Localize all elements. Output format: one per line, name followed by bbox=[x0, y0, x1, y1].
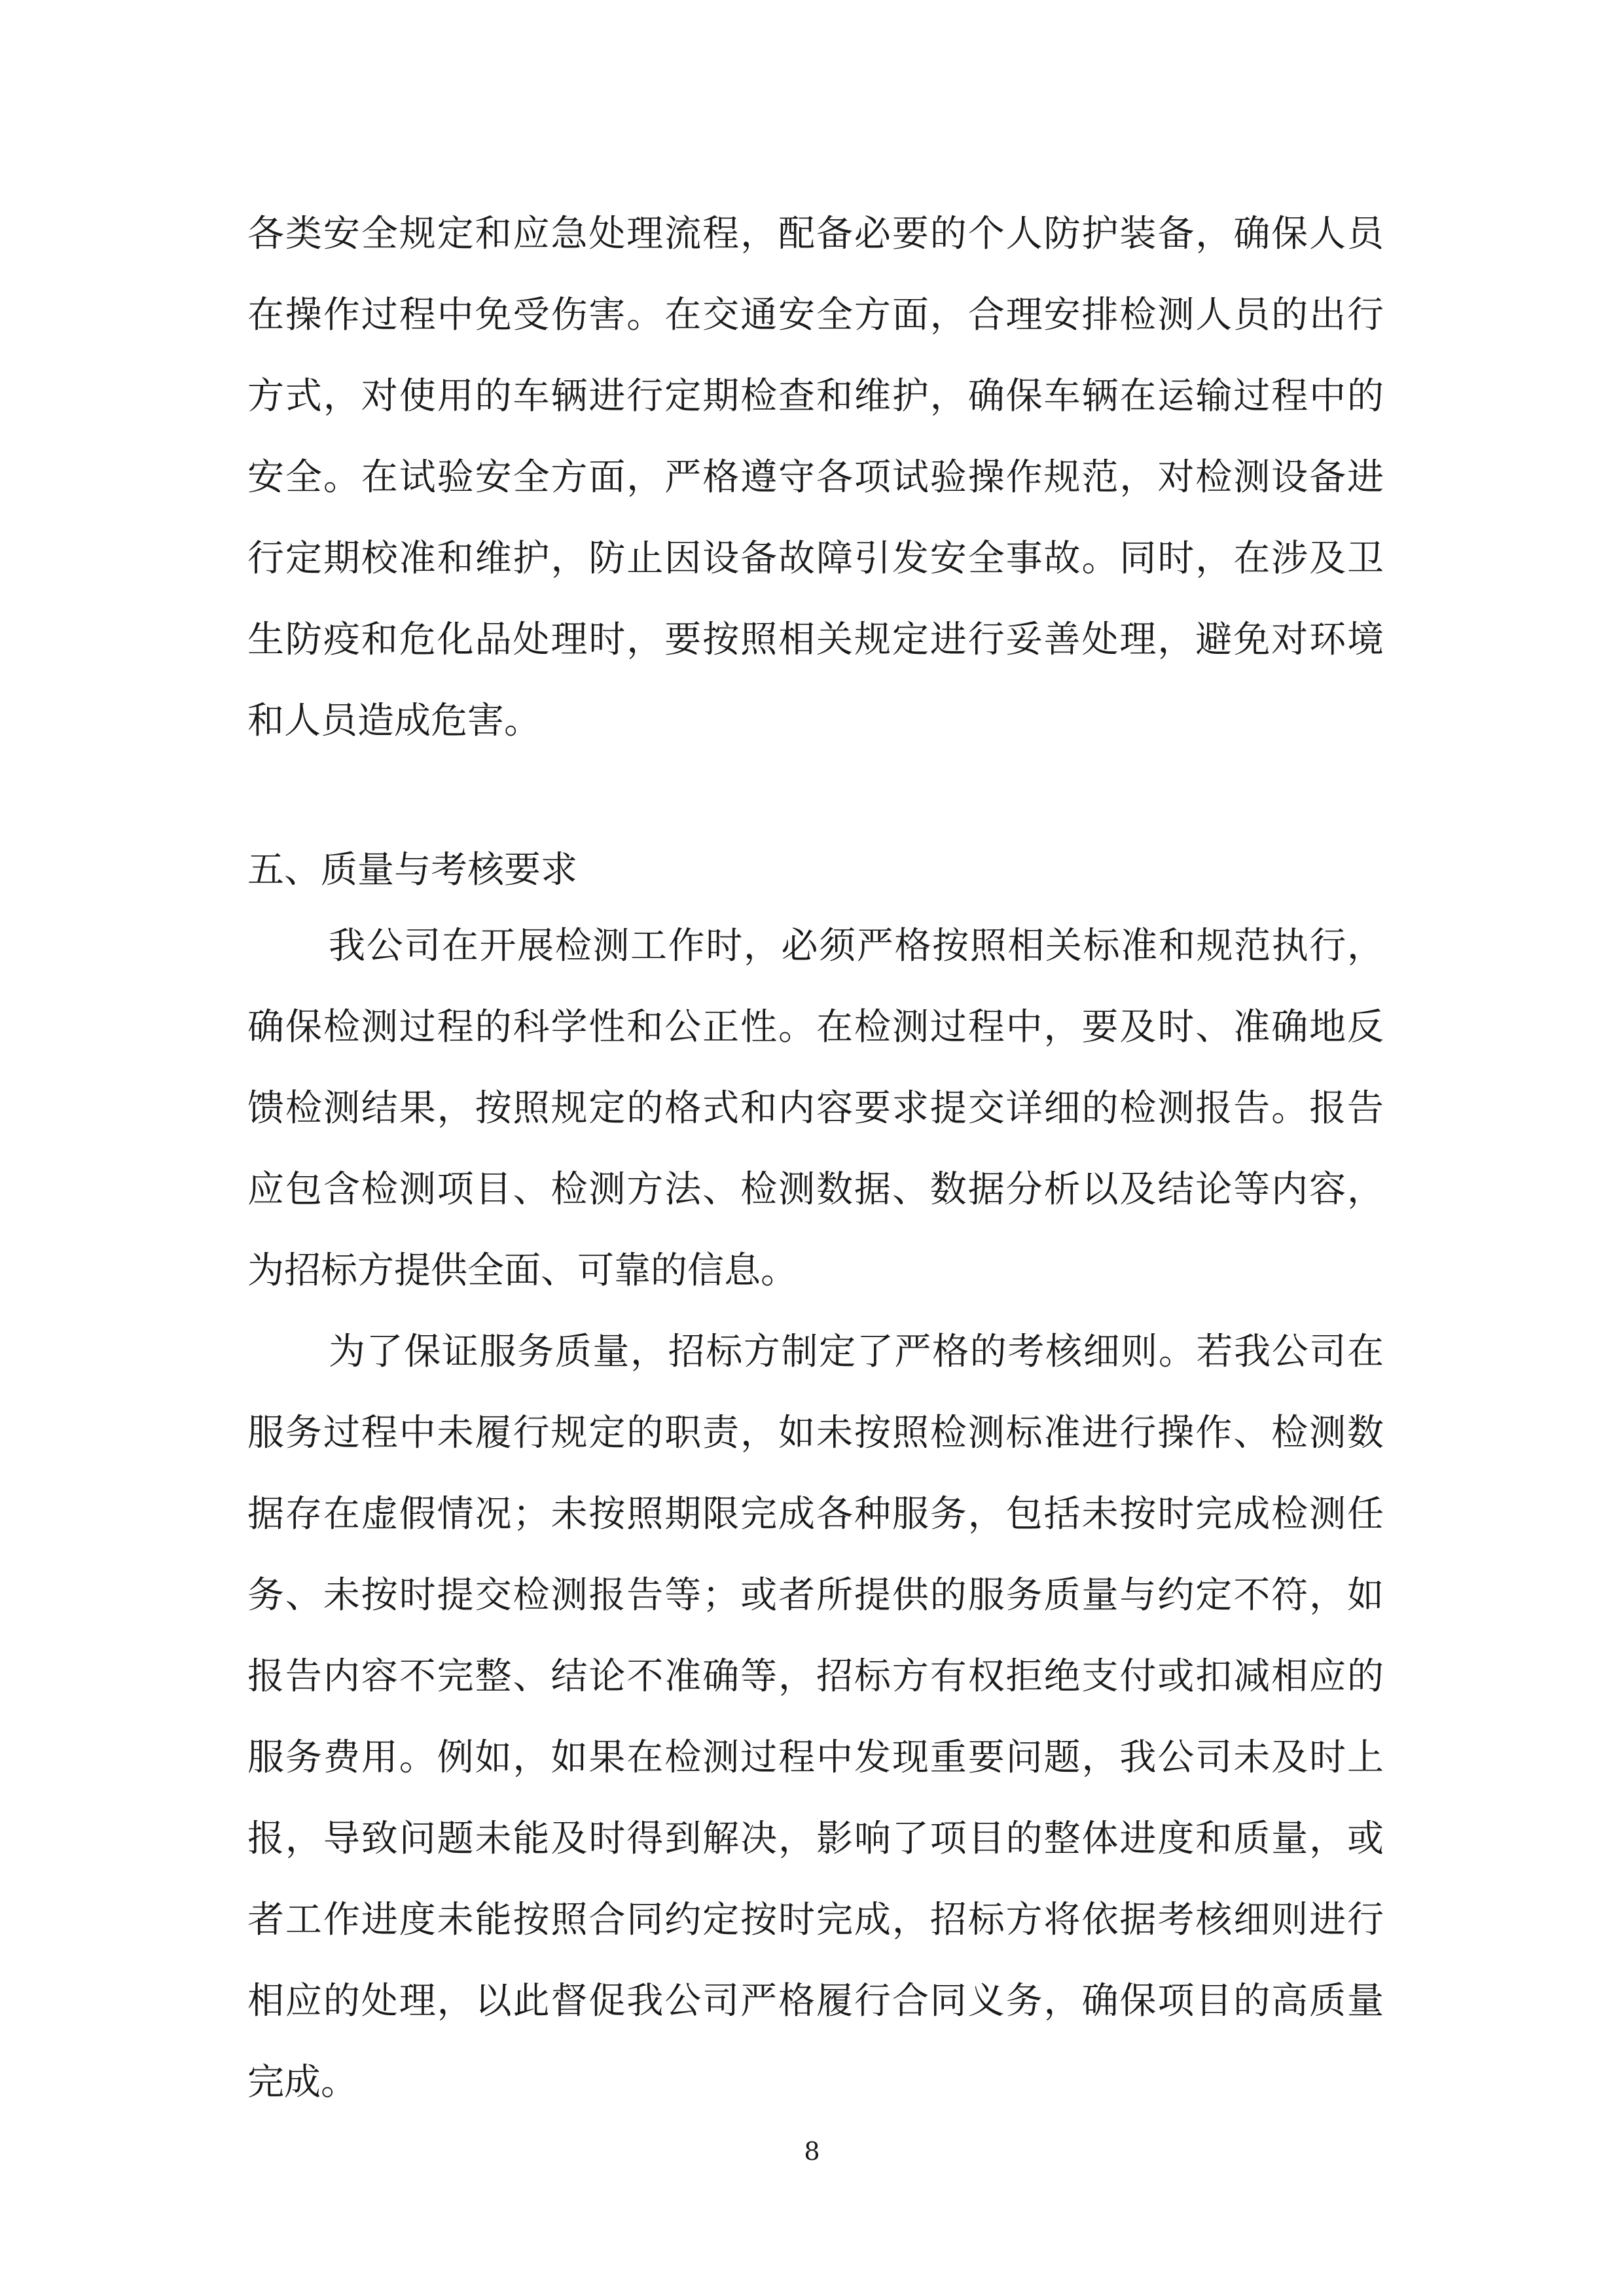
paragraph-line: 为招标方提供全面、可靠的信息。 bbox=[247, 1249, 797, 1292]
paragraph-line: 馈检测结果，按照规定的格式和内容要求提交详细的检测报告。报告 bbox=[247, 1087, 1384, 1130]
paragraph-line: 据存在虚假情况；未按照期限完成各种服务，包括未按时完成检测任 bbox=[247, 1493, 1384, 1535]
paragraph-line: 方式，对使用的车辆进行定期检查和维护，确保车辆在运输过程中的 bbox=[247, 375, 1384, 418]
paragraph-line: 完成。 bbox=[247, 2061, 357, 2104]
paragraph-line: 务、未按时提交检测报告等；或者所提供的服务质量与约定不符，如 bbox=[247, 1574, 1384, 1617]
paragraph-line: 服务过程中未履行规定的职责，如未按照检测标准进行操作、检测数 bbox=[247, 1412, 1384, 1454]
section-heading: 五、质量与考核要求 bbox=[247, 849, 577, 891]
paragraph-line: 在操作过程中免受伤害。在交通安全方面，合理安排检测人员的出行 bbox=[247, 294, 1384, 336]
paragraph-line: 和人员造成危害。 bbox=[247, 700, 541, 742]
paragraph-line: 各类安全规定和应急处理流程，配备必要的个人防护装备，确保人员 bbox=[247, 213, 1384, 255]
paragraph-line: 安全。在试验安全方面，严格遵守各项试验操作规范，对检测设备进 bbox=[247, 456, 1384, 499]
paragraph-line: 者工作进度未能按照合同约定按时完成，招标方将依据考核细则进行 bbox=[247, 1899, 1384, 1941]
paragraph-line: 报，导致问题未能及时得到解决，影响了项目的整体进度和质量，或 bbox=[247, 1818, 1384, 1860]
paragraph-line: 服务费用。例如，如果在检测过程中发现重要问题，我公司未及时上 bbox=[247, 1736, 1384, 1779]
paragraph-line: 相应的处理，以此督促我公司严格履行合同义务，确保项目的高质量 bbox=[247, 1980, 1384, 2022]
paragraph-line: 报告内容不完整、结论不准确等，招标方有权拒绝支付或扣减相应的 bbox=[247, 1655, 1384, 1698]
paragraph-line: 应包含检测项目、检测方法、检测数据、数据分析以及结论等内容， bbox=[247, 1168, 1384, 1211]
paragraph-line: 确保检测过程的科学性和公正性。在检测过程中，要及时、准确地反 bbox=[247, 1006, 1384, 1049]
paragraph-line: 为了保证服务质量，招标方制定了严格的考核细则。若我公司在 bbox=[329, 1331, 1384, 1373]
paragraph-line: 行定期校准和维护，防止因设备故障引发安全事故。同时，在涉及卫 bbox=[247, 537, 1384, 580]
paragraph-line: 生防疫和危化品处理时，要按照相关规定进行妥善处理，避免对环境 bbox=[247, 619, 1384, 661]
paragraph-line: 我公司在开展检测工作时，必须严格按照相关标准和规范执行， bbox=[329, 925, 1384, 967]
page-number: 8 bbox=[804, 2137, 820, 2166]
